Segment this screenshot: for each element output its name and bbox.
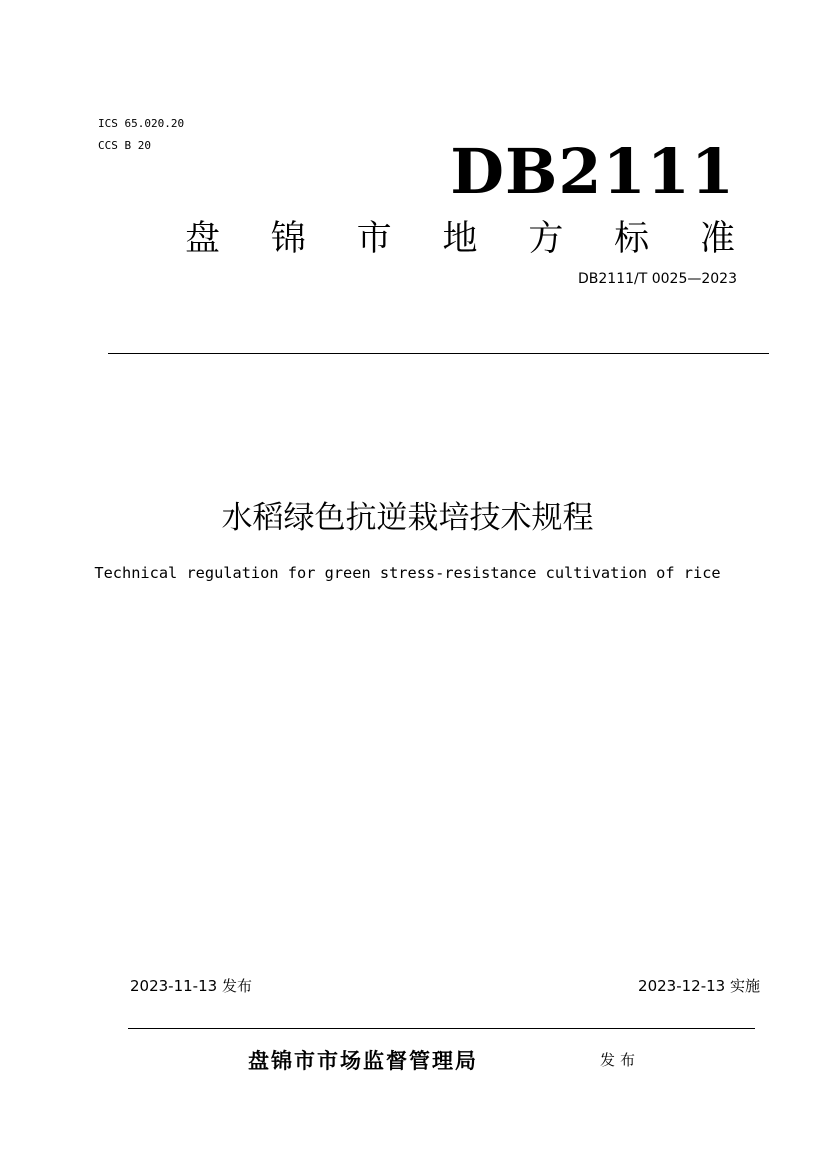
header-divider	[108, 353, 769, 354]
issue-label: 发布	[600, 1051, 641, 1069]
standard-type-char: 盘	[185, 219, 221, 259]
standard-type-char: 标	[614, 219, 650, 259]
document-title-english: Technical regulation for green stress-resistance cultivation of rice	[94, 564, 721, 582]
document-title-chinese: 水稻绿色抗逆栽培技术规程	[221, 500, 594, 536]
standard-type-char: 市	[356, 219, 392, 259]
standard-number: DB2111/T 0025—2023	[578, 271, 737, 287]
ccs-code: CCS B 20	[98, 139, 151, 152]
implementation-date: 2023-12-13 实施	[638, 977, 760, 995]
standard-type-char: 方	[528, 219, 564, 259]
footer-divider	[128, 1028, 755, 1029]
standard-code: DB2111	[450, 135, 735, 208]
standard-type-char: 锦	[270, 219, 306, 259]
standard-type-name	[185, 218, 735, 260]
issue-date: 2023-11-13 发布	[130, 977, 252, 995]
standard-type-char: 地	[442, 219, 478, 259]
ics-code: ICS 65.020.20	[98, 117, 185, 130]
standard-type-char: 准	[699, 219, 735, 259]
issuing-authority: 盘锦市市场监督管理局	[248, 1049, 478, 1073]
